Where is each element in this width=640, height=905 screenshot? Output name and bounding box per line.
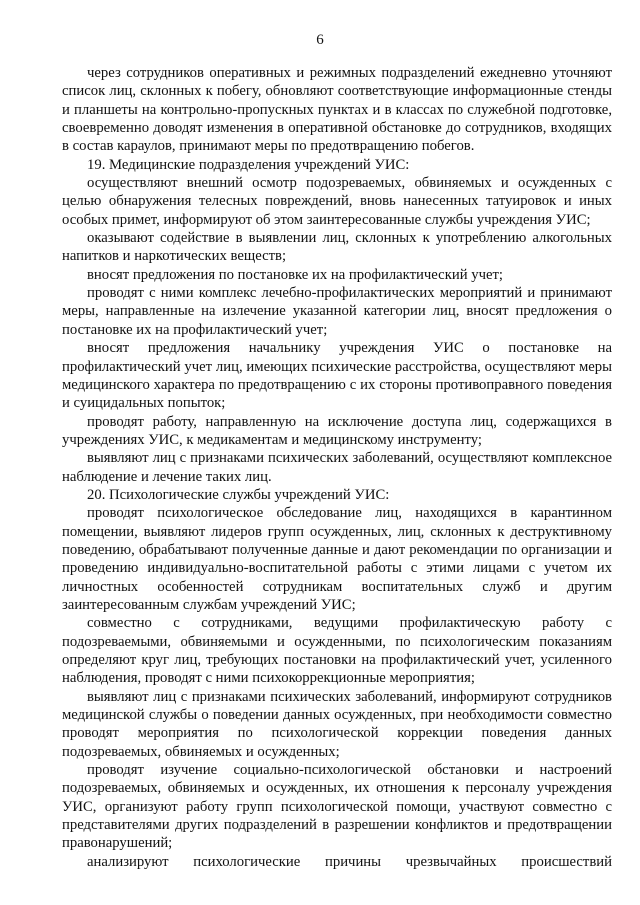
paragraph-psych-incident-analysis: анализируют психологические причины чрезвычайных происшествий bbox=[87, 853, 612, 870]
paragraph-psych-quarantine-examination: проводят психологическое обследование лиц, находящихся в карантинном помещении, выявляют лидеров групп осужденных, лиц, склонных к деструктивному поведению, обрабатывают полученные данные и дают рекомендации по организации и проведению индивидуально-воспитательной работы с этими лицами с учетом их личностных особенностей сотрудникам воспитательных служб и другим заинтересованным службам учреждений УИС; bbox=[62, 505, 612, 613]
section-heading-20-psychological: 20. Психологические службы учреждений УИС: bbox=[87, 486, 390, 503]
paragraph-escape-prevention-continued: через сотрудников оперативных и режимных подразделений ежедневно уточняют список лиц, склонных к побегу, обновляют соответствующие информационные стенды и планшеты на контрольно-пропускных пунктах и в классах по служебной подготовке, своевременно доводят изменения в оперативной обстановке до сотрудников, входящих в состав караулов, принимают меры по предотвращению побегов. bbox=[62, 65, 612, 155]
paragraph-medical-treatment-measures: проводят с ними комплекс лечебно-профилактических мероприятий и принимают меры, направленные на излечение указанной категории лиц, вносят предложения о постановке их на профилактический учет; bbox=[62, 285, 612, 338]
paragraph-medical-registration-proposals: вносят предложения по постановке их на профилактический учет; bbox=[87, 266, 503, 283]
paragraph-psych-joint-prevention: совместно с сотрудниками, ведущими профилактическую работу с подозреваемыми, обвиняемыми и осужденными, по психологическим показаниям определяют круг лиц, требующих постановки на профилактический учет, усиленного наблюдения, проводят с ними психокоррекционные мероприятия; bbox=[62, 615, 612, 687]
paragraph-medical-mental-disorders: вносят предложения начальнику учреждения УИС о постановке на профилактический учет лиц, имеющих психические расстройства, осуществляют меры медицинского характера по предотвращению с их стороны противоправного поведения и суицидальных попыток; bbox=[62, 340, 612, 412]
document-body bbox=[62, 64, 612, 871]
section-heading-19-medical: 19. Медицинские подразделения учреждений УИС: bbox=[87, 156, 410, 173]
paragraph-psych-social-climate: проводят изучение социально-психологической обстановки и настроений подозреваемых, обвиняемых и осужденных, их отношения к персоналу учреждения УИС, организуют работу групп психологической помощи, участвуют совместно с представителями других подразделений в разрешении конфликтов и предотвращении правонарушений; bbox=[62, 762, 612, 852]
page-number: 6 bbox=[316, 32, 324, 48]
paragraph-medical-medication-access: проводят работу, направленную на исключение доступа лиц, содержащихся в учреждениях УИС, к медикаментам и медицинскому инструменту; bbox=[62, 413, 612, 448]
paragraph-medical-inspection: осуществляют внешний осмотр подозреваемых, обвиняемых и осужденных с целью обнаружения телесных повреждений, вновь нанесенных татуировок и иных особых примет, информируют об этом заинтересованные службы учреждения УИС; bbox=[62, 175, 612, 228]
paragraph-psych-mental-illness-identification: выявляют лиц с признаками психических заболеваний, информируют сотрудников медицинской службы о поведении данных осужденных, при необходимости совместно проводят мероприятия по психологической коррекции поведения данных подозреваемых, обвиняемых и осужденных; bbox=[62, 688, 612, 760]
paragraph-medical-alcohol-drugs: оказывают содействие в выявлении лиц, склонных к употреблению алкогольных напитков и наркотических веществ; bbox=[62, 230, 612, 265]
paragraph-medical-mental-illness-observation: выявляют лиц с признаками психических заболеваний, осуществляют комплексное наблюдение и лечение таких лиц. bbox=[62, 450, 612, 485]
